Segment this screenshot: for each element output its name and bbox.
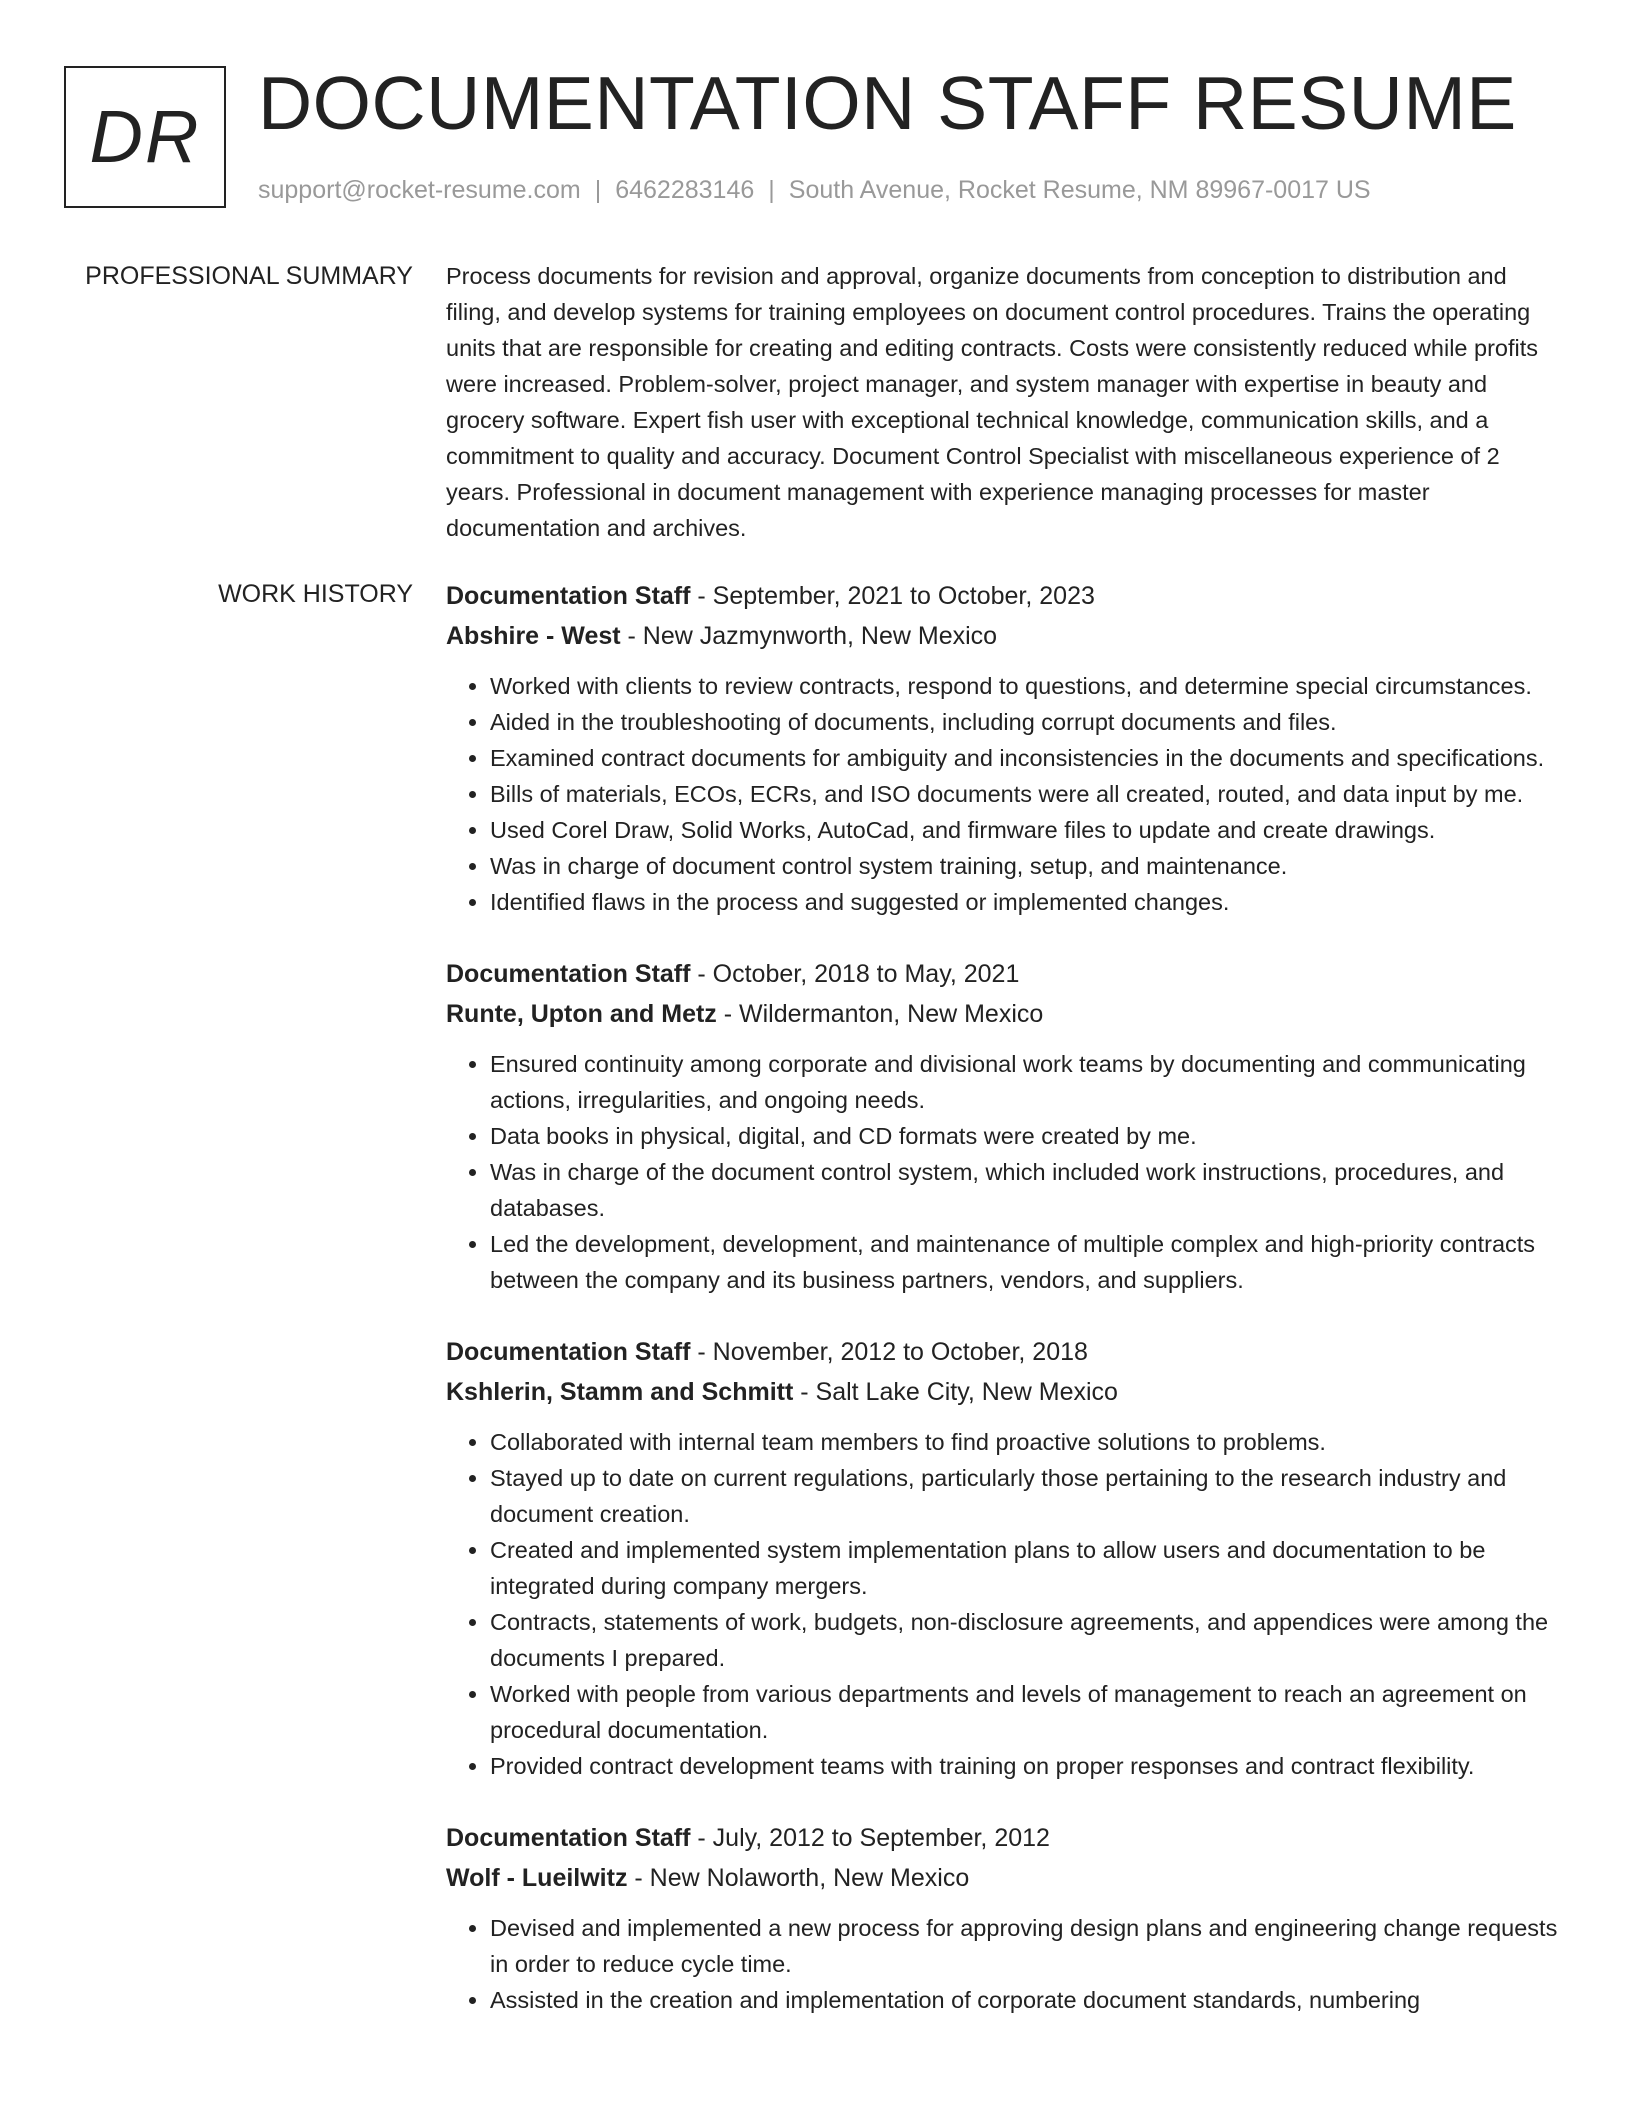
job-role: Documentation Staff: [446, 1824, 691, 1852]
job-bullet: • Devised and implemented a new process for approving design plans and engineering change requests in order to reduce cycle time.: [490, 1910, 1566, 1982]
job-location: - New Nolaworth, New Mexico: [627, 1864, 970, 1892]
job-bullet: • Collaborated with internal team members to find proactive solutions to problems.: [490, 1424, 1566, 1460]
resume-title: DOCUMENTATION STAFF RESUME: [258, 61, 1517, 145]
job-bullet: • Examined contract documents for ambiguity and inconsistencies in the documents and specifications.: [490, 740, 1566, 776]
job-bullet: • Stayed up to date on current regulations, particularly those pertaining to the research industry and document creation.: [490, 1460, 1566, 1532]
contact-separator: |: [768, 176, 775, 204]
job-bullet: • Bills of materials, ECOs, ECRs, and ISO documents were all created, routed, and data input by me.: [490, 776, 1566, 812]
job-bullet: • Contracts, statements of work, budgets, non-disclosure agreements, and appendices were among the documents I prepared.: [490, 1604, 1566, 1676]
job-bullet: • Worked with people from various departments and levels of management to reach an agreement on procedural documentation.: [490, 1676, 1566, 1748]
job-dates: - November, 2012 to October, 2018: [690, 1338, 1088, 1366]
contact-phone[interactable]: 6462283146: [615, 176, 755, 204]
job-bullet: • Was in charge of the document control system, which included work instructions, procedures, and databases.: [490, 1154, 1566, 1226]
job-role: Documentation Staff: [446, 960, 691, 988]
job-bullet: • Was in charge of document control system training, setup, and maintenance.: [490, 848, 1566, 884]
job-bullets: [446, 668, 1566, 920]
work-history-heading: WORK HISTORY: [218, 580, 413, 608]
job-company-line: [446, 994, 1566, 1034]
job-company: Kshlerin, Stamm and Schmitt: [446, 1378, 794, 1406]
job-bullet: • Led the development, development, and maintenance of multiple complex and high-priority contracts between the company and its business partners, vendors, and suppliers.: [490, 1226, 1566, 1298]
job-title-line: [446, 1818, 1566, 1858]
job-company: Runte, Upton and Metz: [446, 1000, 717, 1028]
summary-body: [446, 258, 1566, 546]
contact-email[interactable]: support@rocket-resume.com: [258, 176, 581, 204]
job-bullet: • Identified flaws in the process and suggested or implemented changes.: [490, 884, 1566, 920]
job-company: Abshire - West: [446, 622, 621, 650]
job-dates: - October, 2018 to May, 2021: [690, 960, 1020, 988]
job-bullets: [446, 1424, 1566, 1784]
job-location: - Wildermanton, New Mexico: [716, 1000, 1044, 1028]
job-bullet: • Ensured continuity among corporate and divisional work teams by documenting and communicating actions, irregularities, and ongoing needs.: [490, 1046, 1566, 1118]
job-title-line: [446, 954, 1566, 994]
resume-header: [64, 61, 1584, 216]
job-company: Wolf - Lueilwitz: [446, 1864, 628, 1892]
job-bullets: [446, 1046, 1566, 1298]
job-entry: [446, 576, 1566, 920]
job-bullet: • Aided in the troubleshooting of documents, including corrupt documents and files.: [490, 704, 1566, 740]
summary-text: Process documents for revision and approval, organize documents from conception to distribution and filing, and develop systems for training employees on document control procedures. Trains the operating units that are responsible for creating and editing contracts. Costs were consistently reduced while profits were increased. Problem-solver, project manager, and system manager with expertise in beauty and grocery software. Expert fish user with exceptional technical knowledge, communication skills, and a commitment to quality and accuracy. Document Control Specialist with miscellaneous experience of 2 years. Professional in document management with experience managing processes for master documentation and archives.: [446, 263, 1539, 541]
job-role: Documentation Staff: [446, 1338, 691, 1366]
job-bullet: • Used Corel Draw, Solid Works, AutoCad, and firmware files to update and create drawings.: [490, 812, 1566, 848]
job-entry: [446, 1818, 1566, 2018]
job-bullets: [446, 1910, 1566, 2018]
contact-line: [258, 176, 1371, 205]
contact-separator: |: [594, 176, 602, 204]
contact-address: South Avenue, Rocket Resume, NM 89967-0017 US: [788, 176, 1371, 204]
job-bullet: • Data books in physical, digital, and CD formats were created by me.: [490, 1118, 1566, 1154]
job-location: - Salt Lake City, New Mexico: [793, 1378, 1118, 1406]
job-company-line: [446, 1858, 1566, 1898]
job-dates: - July, 2012 to September, 2012: [690, 1824, 1050, 1852]
job-role: Documentation Staff: [446, 582, 691, 610]
job-bullet: • Assisted in the creation and implementation of corporate document standards, numbering: [490, 1982, 1566, 2018]
job-title-line: [446, 1332, 1566, 1372]
summary-heading: PROFESSIONAL SUMMARY: [85, 262, 413, 290]
monogram-initials: DR: [89, 95, 201, 178]
monogram-box: [64, 66, 226, 208]
job-bullet: • Worked with clients to review contracts, respond to questions, and determine special circumstances.: [490, 668, 1566, 704]
job-entry: [446, 954, 1566, 1298]
job-title-line: [446, 576, 1566, 616]
job-bullet: • Created and implemented system implementation plans to allow users and documentation to be integrated during company mergers.: [490, 1532, 1566, 1604]
job-location: - New Jazmynworth, New Mexico: [620, 622, 998, 650]
work-history-body: [446, 576, 1566, 2052]
job-company-line: [446, 1372, 1566, 1412]
job-dates: - September, 2021 to October, 2023: [690, 582, 1095, 610]
job-company-line: [446, 616, 1566, 656]
job-bullet: • Provided contract development teams with training on proper responses and contract flexibility.: [490, 1748, 1566, 1784]
job-entry: [446, 1332, 1566, 1784]
